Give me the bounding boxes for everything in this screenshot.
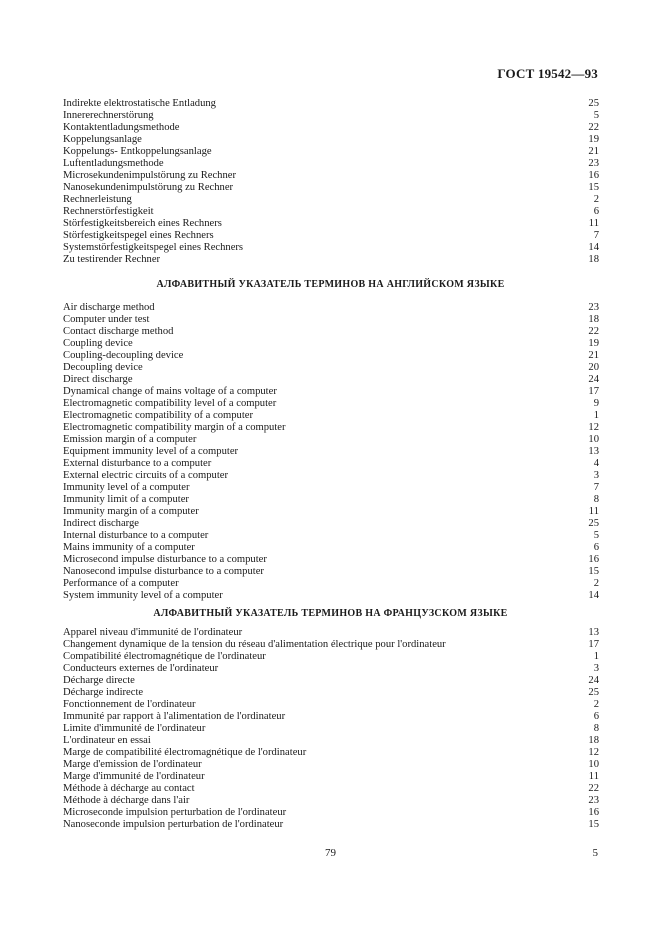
entry-number: 3 (593, 470, 599, 481)
entry-number: 22 (588, 326, 599, 337)
index-entry (63, 506, 599, 518)
index-entry (63, 314, 599, 326)
index-entry (63, 566, 599, 578)
entry-term: Direct discharge (63, 374, 133, 385)
entry-number: 8 (593, 494, 599, 505)
entry-term: Méthode à décharge dans l'air (63, 795, 190, 806)
entry-term: Rechnerleistung (63, 194, 132, 205)
index-entry (63, 723, 599, 735)
entry-term: Microseconde impulsion perturbation de l'ordinateur (63, 807, 287, 818)
entry-number: 1 (593, 651, 599, 662)
index-entry (63, 482, 599, 494)
entry-number: 25 (588, 518, 599, 529)
entry-term: Internal disturbance to a computer (63, 530, 209, 541)
index-entry (63, 218, 599, 230)
entry-number: 20 (588, 362, 599, 373)
entry-term: Electromagnetic compatibility of a computer (63, 410, 254, 421)
entry-term: Immunité par rapport à l'alimentation de l'ordinateur (63, 711, 286, 722)
entry-term: Computer under test (63, 314, 150, 325)
entry-term: Immunity level of a computer (63, 482, 190, 493)
entry-term: Marge d'immunité de l'ordinateur (63, 771, 205, 782)
entry-number: 11 (588, 506, 599, 517)
index-entry (63, 759, 599, 771)
entry-term: Microsecond impulse disturbance to a computer (63, 554, 267, 565)
entry-number: 21 (588, 350, 599, 361)
entry-number: 23 (588, 795, 599, 806)
entry-number: 25 (588, 98, 599, 109)
entry-term: Rechnerstörfestigkeit (63, 206, 154, 217)
index-entry (63, 735, 599, 747)
index-entry (63, 530, 599, 542)
entry-number: 10 (588, 434, 599, 445)
entry-term: Nanosekundenimpulstörung zu Rechner (63, 182, 234, 193)
entry-number: 14 (588, 242, 599, 253)
index-entry (63, 458, 599, 470)
index-entry (63, 807, 599, 819)
french-index-heading: АЛФАВИТНЫЙ УКАЗАТЕЛЬ ТЕРМИНОВ НА ФРАНЦУЗСКОМ ЯЗЫКЕ (153, 608, 508, 619)
entry-number: 4 (593, 458, 599, 469)
index-entry (63, 578, 599, 590)
entry-number: 23 (588, 158, 599, 169)
entry-number: 15 (588, 566, 599, 577)
index-entry (63, 410, 599, 422)
entry-term: Mains immunity of a computer (63, 542, 195, 553)
entry-term: Apparel niveau d'immunité de l'ordinateur (63, 627, 243, 638)
entry-number: 8 (593, 723, 599, 734)
entry-term: Performance of a computer (63, 578, 179, 589)
entry-term: Equipment immunity level of a computer (63, 446, 239, 457)
entry-number: 17 (588, 639, 599, 650)
index-entry (63, 434, 599, 446)
index-entry (63, 194, 599, 206)
index-entry (63, 134, 599, 146)
entry-term: Conducteurs externes de l'ordinateur (63, 663, 219, 674)
index-entry (63, 242, 599, 254)
entry-term: Marge d'emission de l'ordinateur (63, 759, 202, 770)
index-entry (63, 230, 599, 242)
entry-number: 22 (588, 783, 599, 794)
index-entry (63, 338, 599, 350)
entry-term: Changement dynamique de la tension du réseau d'alimentation électrique pour l'ordinateur (63, 639, 446, 650)
english-term-list (63, 302, 599, 602)
index-entry (63, 206, 599, 218)
entry-number: 2 (593, 699, 599, 710)
entry-number: 15 (588, 182, 599, 193)
index-entry (63, 170, 599, 182)
index-entry (63, 470, 599, 482)
entry-term: External disturbance to a computer (63, 458, 212, 469)
entry-number: 5 (593, 110, 599, 121)
index-entry (63, 362, 599, 374)
entry-term: Störfestigkeitspegel eines Rechners (63, 230, 214, 241)
entry-term: Fonctionnement de l'ordinateur (63, 699, 196, 710)
index-entry (63, 422, 599, 434)
document-code: ГОСТ 19542—93 (497, 66, 598, 81)
entry-number: 22 (588, 122, 599, 133)
entry-number: 25 (588, 687, 599, 698)
entry-term: Coupling device (63, 338, 133, 349)
english-index-heading: АЛФАВИТНЫЙ УКАЗАТЕЛЬ ТЕРМИНОВ НА АНГЛИЙСКОМ ЯЗЫКЕ (156, 279, 505, 290)
entry-number: 24 (588, 374, 599, 385)
entry-number: 19 (588, 134, 599, 145)
entry-number: 15 (588, 819, 599, 830)
entry-term: Zu testirender Rechner (63, 254, 161, 265)
index-entry (63, 518, 599, 530)
entry-term: Microsekundenimpulstörung zu Rechner (63, 170, 236, 181)
entry-term: Decoupling device (63, 362, 143, 373)
entry-term: System immunity level of a computer (63, 590, 223, 601)
entry-number: 16 (588, 170, 599, 181)
entry-number: 5 (593, 530, 599, 541)
index-entry (63, 110, 599, 122)
entry-term: Contact discharge method (63, 326, 174, 337)
index-entry (63, 819, 599, 831)
side-number: 5 (592, 847, 598, 859)
index-entry (63, 374, 599, 386)
index-entry (63, 254, 599, 266)
index-entry (63, 675, 599, 687)
index-entry (63, 542, 599, 554)
index-entry (63, 590, 599, 602)
index-entry (63, 554, 599, 566)
entry-term: Méthode à décharge au contact (63, 783, 195, 794)
index-entry (63, 699, 599, 711)
index-entry (63, 795, 599, 807)
entry-term: Kontaktentladungsmethode (63, 122, 180, 133)
index-entry (63, 350, 599, 362)
entry-number: 12 (588, 422, 599, 433)
entry-term: Coupling-decoupling device (63, 350, 184, 361)
index-entry (63, 182, 599, 194)
entry-number: 9 (593, 398, 599, 409)
entry-number: 19 (588, 338, 599, 349)
entry-number: 3 (593, 663, 599, 674)
entry-number: 24 (588, 675, 599, 686)
entry-number: 18 (588, 254, 599, 265)
entry-number: 11 (588, 771, 599, 782)
entry-term: Immunity margin of a computer (63, 506, 199, 517)
entry-number: 23 (588, 302, 599, 313)
entry-term: External electric circuits of a computer (63, 470, 229, 481)
entry-term: Luftentladungsmethode (63, 158, 164, 169)
entry-term: L'ordinateur en essai (63, 735, 151, 746)
index-entry (63, 98, 599, 110)
entry-number: 16 (588, 807, 599, 818)
entry-term: Koppelungsanlage (63, 134, 142, 145)
entry-term: Compatibilité électromagnétique de l'ordinateur (63, 651, 266, 662)
entry-number: 21 (588, 146, 599, 157)
index-entry (63, 326, 599, 338)
entry-number: 7 (593, 230, 599, 241)
entry-number: 11 (588, 218, 599, 229)
entry-number: 2 (593, 194, 599, 205)
entry-term: Nanosecond impulse disturbance to a computer (63, 566, 264, 577)
index-entry (63, 158, 599, 170)
index-entry (63, 771, 599, 783)
german-term-list (63, 98, 599, 266)
entry-term: Innererechnerstörung (63, 110, 154, 121)
index-entry (63, 639, 599, 651)
entry-term: Systemstörfestigkeitspegel eines Rechners (63, 242, 244, 253)
index-entry (63, 687, 599, 699)
entry-number: 17 (588, 386, 599, 397)
entry-term: Limite d'immunité de l'ordinateur (63, 723, 206, 734)
french-term-list (63, 627, 599, 831)
index-entry (63, 747, 599, 759)
index-entry (63, 398, 599, 410)
entry-term: Electromagnetic compatibility level of a computer (63, 398, 277, 409)
index-entry (63, 302, 599, 314)
entry-term: Electromagnetic compatibility margin of a computer (63, 422, 286, 433)
entry-number: 7 (593, 482, 599, 493)
entry-number: 6 (593, 542, 599, 553)
entry-term: Marge de compatibilité électromagnétique de l'ordinateur (63, 747, 307, 758)
entry-term: Dynamical change of mains voltage of a computer (63, 386, 277, 397)
index-entry (63, 783, 599, 795)
index-entry (63, 651, 599, 663)
entry-number: 6 (593, 206, 599, 217)
entry-term: Indirect discharge (63, 518, 139, 529)
entry-number: 10 (588, 759, 599, 770)
index-entry (63, 146, 599, 158)
entry-number: 13 (588, 446, 599, 457)
entry-term: Décharge directe (63, 675, 135, 686)
index-entry (63, 494, 599, 506)
entry-number: 16 (588, 554, 599, 565)
entry-number: 6 (593, 711, 599, 722)
entry-number: 18 (588, 314, 599, 325)
entry-number: 12 (588, 747, 599, 758)
index-entry (63, 627, 599, 639)
index-entry (63, 663, 599, 675)
entry-term: Koppelungs- Entkoppelungsanlage (63, 146, 212, 157)
entry-number: 18 (588, 735, 599, 746)
entry-term: Immunity limit of a computer (63, 494, 189, 505)
entry-term: Emission margin of a computer (63, 434, 197, 445)
entry-number: 1 (593, 410, 599, 421)
entry-number: 14 (588, 590, 599, 601)
page-number: 79 (325, 847, 336, 859)
entry-term: Indirekte elektrostatische Entladung (63, 98, 216, 109)
entry-term: Nanoseconde impulsion perturbation de l'ordinateur (63, 819, 284, 830)
index-entry (63, 446, 599, 458)
index-entry (63, 386, 599, 398)
entry-number: 2 (593, 578, 599, 589)
index-entry (63, 711, 599, 723)
entry-term: Air discharge method (63, 302, 155, 313)
index-entry (63, 122, 599, 134)
entry-term: Störfestigkeitsbereich eines Rechners (63, 218, 222, 229)
entry-number: 13 (588, 627, 599, 638)
entry-term: Décharge indirecte (63, 687, 144, 698)
